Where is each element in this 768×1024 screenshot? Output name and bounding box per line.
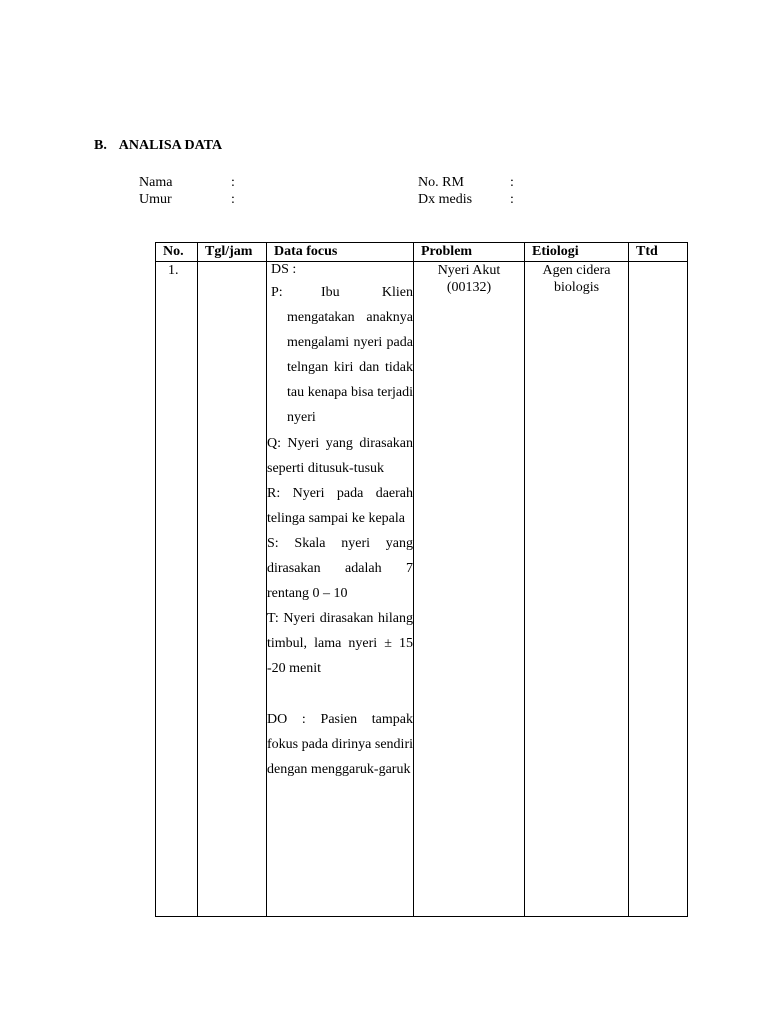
cell-ttd (629, 262, 688, 917)
table-header-row (156, 243, 688, 262)
norm-row (418, 174, 514, 191)
table-row (156, 262, 688, 917)
header-problem: Problem (414, 243, 525, 262)
analysis-table (155, 242, 688, 917)
header-ttd: Ttd (629, 243, 688, 262)
cell-no (156, 262, 198, 917)
q-text: Q: Nyeri yang dirasakan seperti ditusuk-tusuk (267, 435, 413, 476)
dx-colon: : (510, 192, 514, 207)
norm-label: No. RM (418, 175, 464, 190)
dx-row (418, 191, 514, 208)
norm-colon: : (510, 175, 514, 190)
cell-etiologi (525, 262, 629, 917)
umur-row (139, 191, 235, 208)
ds-label: DS : (271, 262, 297, 277)
section-title: ANALISA DATA (118, 138, 223, 153)
header-no: No. (156, 243, 198, 262)
section-number: B. (94, 138, 107, 153)
header-data-focus: Data focus (267, 243, 414, 262)
header-etiologi: Etiologi (525, 243, 629, 262)
etiologi-line-2: biologis (553, 280, 600, 295)
nama-colon: : (231, 175, 235, 190)
p-text: Ibu Klien mengatakan anaknya mengalami nyeri pada telngan kiri dan tidak tau kenapa bisa terjadi nyeri (287, 285, 413, 426)
cell-problem (414, 262, 525, 917)
cell-tgl-jam (198, 262, 267, 917)
do-text: DO : Pasien tampak fokus pada dirinya sendiri dengan menggaruk-garuk (267, 711, 413, 777)
s-text: S: Skala nyeri yang dirasakan adalah 7 rentang 0 – 10 (267, 535, 413, 602)
p-label: P: (271, 285, 283, 300)
row-number: 1. (168, 263, 179, 278)
problem-line-1: Nyeri Akut (437, 263, 501, 278)
problem-line-2: (00132) (446, 280, 492, 295)
nama-label: Nama (139, 175, 173, 190)
cell-data-focus (267, 262, 414, 917)
t-text: T: Nyeri dirasakan hilang timbul, lama nyeri ± 15 -20 menit (267, 611, 413, 677)
r-text: R: Nyeri pada daerah telinga sampai ke kepala (267, 485, 413, 526)
section-heading (94, 138, 222, 154)
spacer (267, 682, 413, 707)
header-tgl-jam: Tgl/jam (198, 243, 267, 262)
etiologi-line-1: Agen cidera (542, 263, 611, 278)
nama-row (139, 174, 235, 191)
umur-colon: : (231, 192, 235, 207)
umur-label: Umur (139, 192, 172, 207)
dx-label: Dx medis (418, 192, 473, 207)
